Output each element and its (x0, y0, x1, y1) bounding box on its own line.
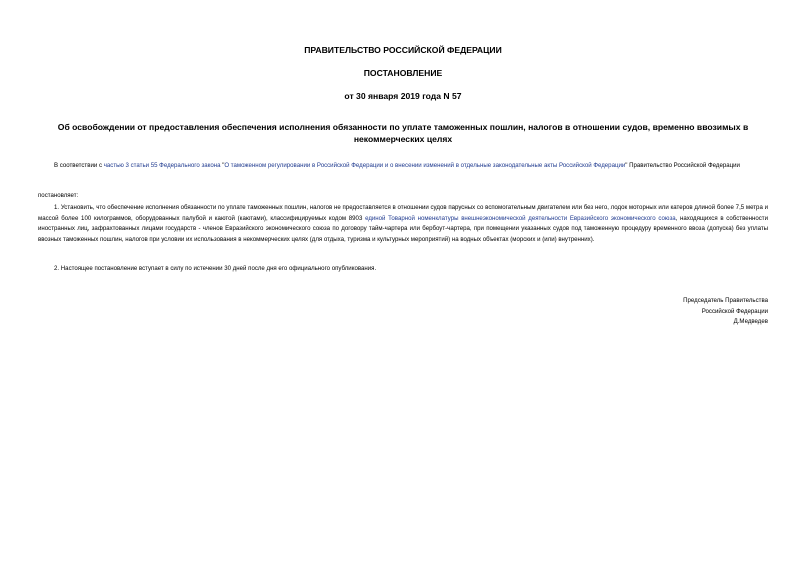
item-1-text-after: , находящихся в собственности иностранных лиц, зафрахтованных лицами государств - членов Евразийского экономического союза по договору тайм-чартера или бербоут-чартера, при помещении указанных судов под таможенную процедуру временного ввоза (допуска) без уплаты ввозных таможенных пошлин, налогов при условии их использования в некоммерческих целях (для отдыха, туризма и культурных мероприятий) на водных объектах (морских и (или) внутренних). (38, 214, 768, 243)
signature-name: Д.Медведев (733, 318, 768, 326)
document-title: Об освобождении от предоставления обеспечения исполнения обязанности по уплате таможенных пошлин, налогов в отношении судов, временно ввозимых в некоммерческих целях (57, 122, 749, 144)
intro-paragraph (38, 161, 768, 172)
item-2-paragraph: 2. Настоящее постановление вступает в силу по истечении 30 дней после дня его официального опубликования. (54, 265, 377, 272)
intro-text-before: В соответствии с (54, 162, 104, 169)
document-page (38, 0, 768, 571)
intro-text-after: " Правительство Российской Федерации (625, 162, 740, 169)
authority-heading: ПРАВИТЕЛЬСТВО РОССИЙСКОЙ ФЕДЕРАЦИИ (304, 45, 502, 55)
law-article-link[interactable]: частью 3 статьи 55 Федерального закона (103, 162, 221, 169)
signature-organization: Российской Федерации (701, 307, 768, 315)
signature-position: Председатель Правительства (683, 297, 768, 304)
document-type-heading: ПОСТАНОВЛЕНИЕ (363, 68, 443, 78)
item-1-text-before: 1. Установить, что обеспечение исполнения обязанности по уплате таможенных пошлин, налогов не предоставляется в отношении судов парусных со вспомогательным двигателем или без него, лодок моторных или катеров длиной более 7,5 метра и массой более 100 килограммов, оборудованных палубой и каютой (каютами), классифицируемых кодом 8903 (38, 204, 768, 222)
intro-text-between: " (220, 162, 225, 169)
resolves-line: постановляет: (38, 192, 79, 199)
date-number-heading: от 30 января 2019 года N 57 (344, 91, 462, 101)
federal-law-link[interactable]: О таможенном регулировании в Российской Федерации и о внесении изменений в отдельные законодательные акты Российской Федерации (224, 162, 626, 169)
signature-block (683, 296, 768, 328)
item-1-paragraph (38, 203, 768, 245)
tn-ved-link[interactable]: единой Товарной номенклатуры внешнеэкономической деятельности Евразийского экономического союза (365, 214, 676, 222)
